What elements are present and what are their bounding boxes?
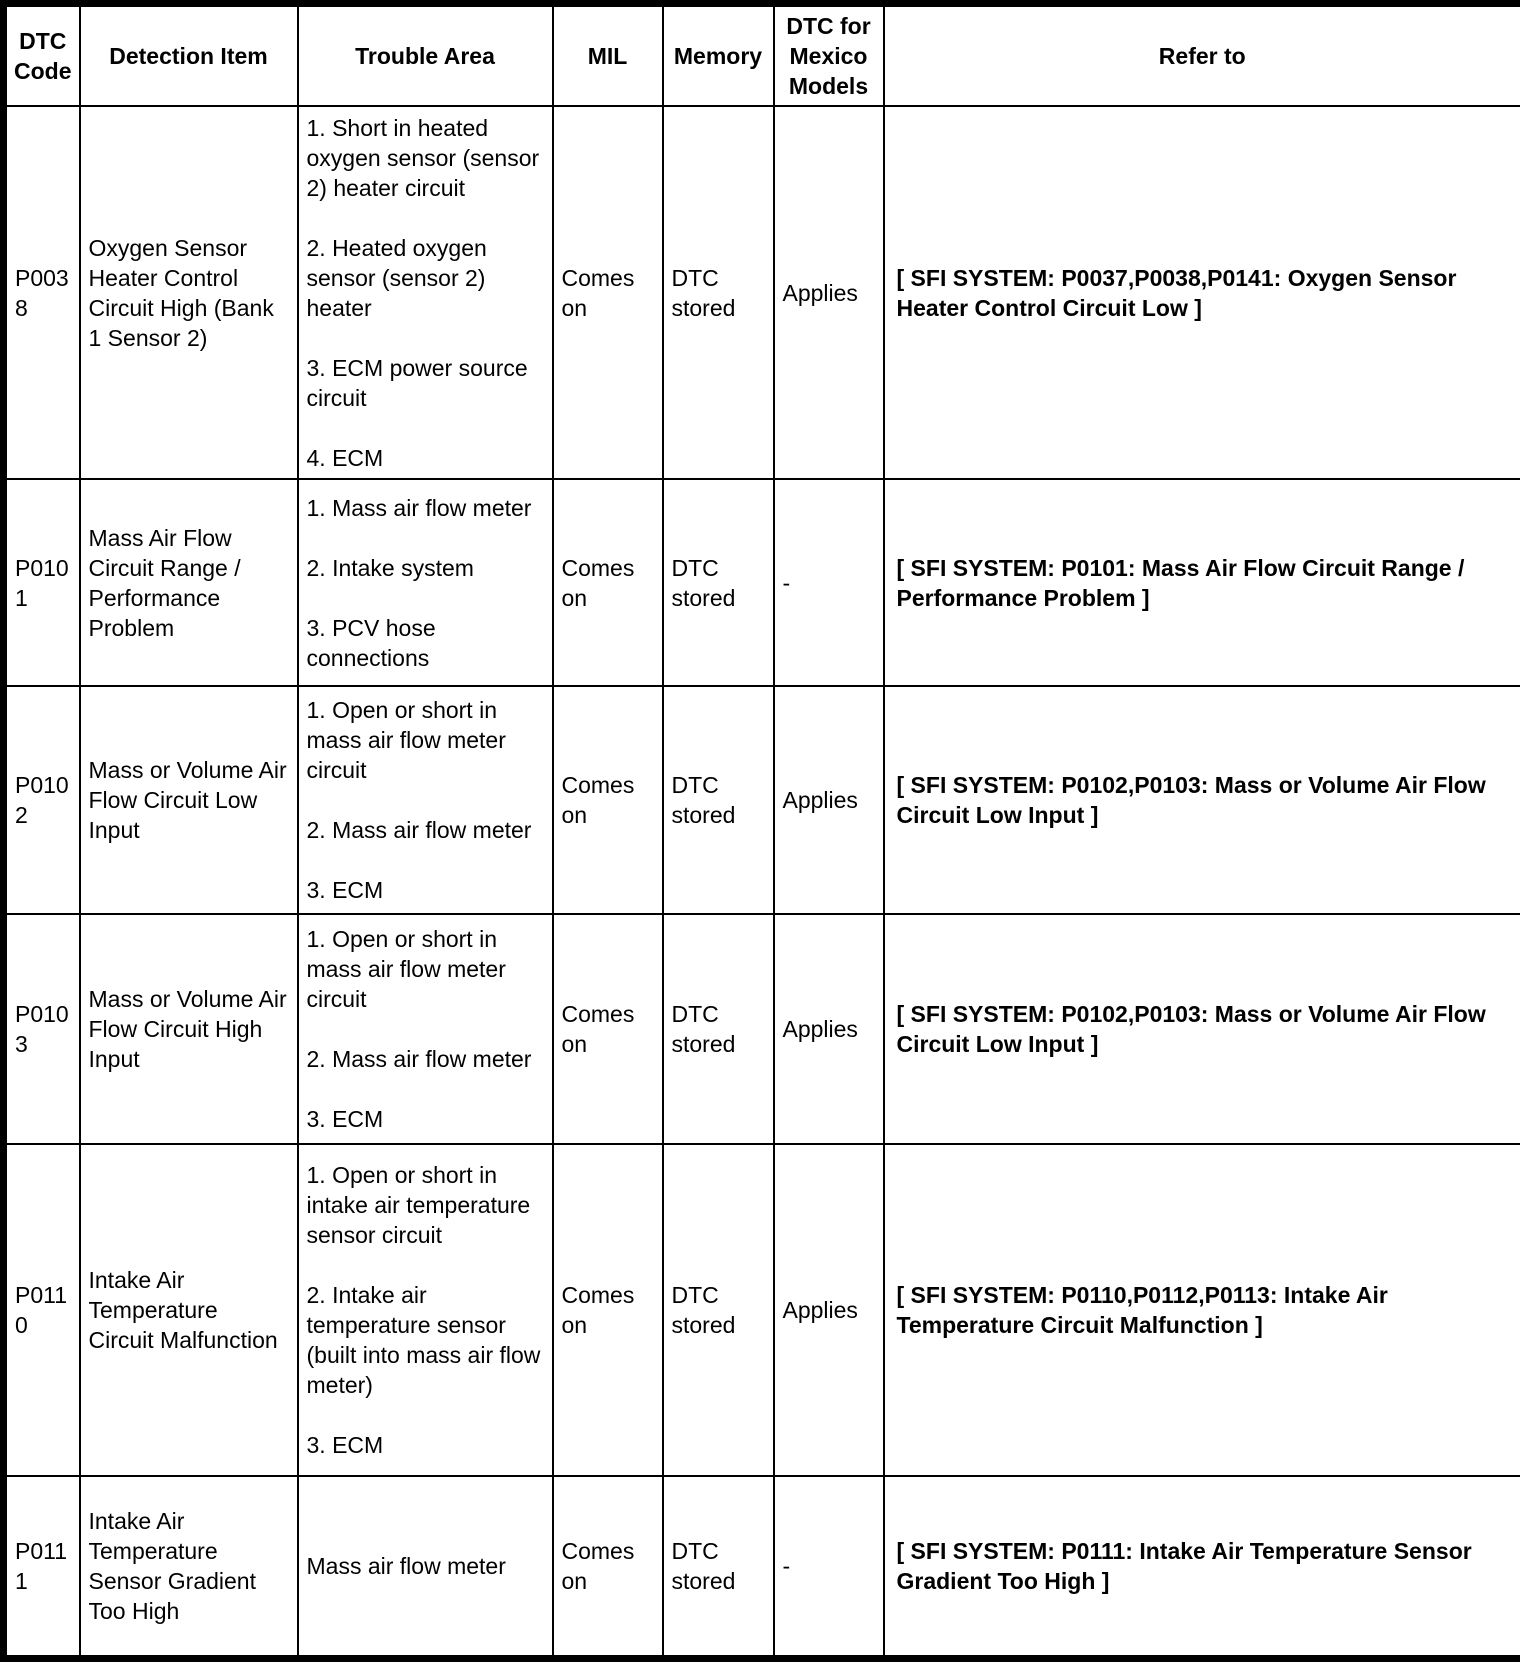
mil-cell: Comes on [553, 1144, 663, 1476]
mexico-models-cell: Applies [774, 106, 884, 479]
memory-cell: DTC stored [663, 106, 774, 479]
mexico-models-cell: Applies [774, 686, 884, 914]
header-row [4, 4, 1520, 107]
memory-cell: DTC stored [663, 1144, 774, 1476]
trouble-area-cell [298, 1476, 553, 1658]
detection-item-cell: Mass or Volume Air Flow Circuit Low Input [80, 686, 298, 914]
refer-to-link[interactable]: [ SFI SYSTEM: P0102,P0103: Mass or Volume Air Flow Circuit Low Input ] [896, 772, 1486, 828]
mil-cell: Comes on [553, 106, 663, 479]
dtc-code-cell: P0110 [4, 1144, 80, 1476]
trouble-area-item: 3. ECM [306, 1106, 384, 1132]
memory-cell: DTC stored [663, 686, 774, 914]
refer-to-link[interactable]: [ SFI SYSTEM: P0102,P0103: Mass or Volume Air Flow Circuit Low Input ] [896, 1001, 1486, 1057]
header-refer-to: Refer to [884, 4, 1520, 107]
detection-item-cell: Intake Air Temperature Circuit Malfunction [80, 1144, 298, 1476]
trouble-area-cell [298, 1144, 553, 1476]
trouble-area-item: 1. Mass air flow meter [306, 494, 532, 521]
detection-item-cell: Oxygen Sensor Heater Control Circuit High (Bank 1 Sensor 2) [80, 106, 298, 479]
header-detection-item: Detection Item [80, 4, 298, 107]
trouble-area-cell [298, 686, 553, 914]
refer-to-link[interactable]: [ SFI SYSTEM: P0111: Intake Air Temperature Sensor Gradient Too High ] [896, 1537, 1472, 1594]
mexico-models-cell: - [774, 1476, 884, 1658]
trouble-area-item: 3. ECM [306, 877, 384, 903]
trouble-area-item: 2. Intake system [306, 554, 474, 581]
mexico-models-cell: Applies [774, 914, 884, 1144]
trouble-area-item: Mass air flow meter [306, 1552, 506, 1579]
mexico-models-cell: Applies [774, 1144, 884, 1476]
refer-to-cell [884, 686, 1520, 914]
refer-to-cell [884, 479, 1520, 686]
memory-cell: DTC stored [663, 479, 774, 686]
dtc-code-cell: P0038 [4, 106, 80, 479]
trouble-area-item: 3. PCV hose connections [306, 614, 436, 671]
trouble-area-item: 4. ECM [306, 444, 384, 471]
trouble-area-item: 2. Heated oxygen sensor (sensor 2) heater [306, 234, 487, 321]
trouble-area-item: 1. Open or short in intake air temperature sensor circuit [306, 1162, 531, 1248]
mil-cell: Comes on [553, 914, 663, 1144]
memory-cell: DTC stored [663, 1476, 774, 1658]
trouble-area-item: 2. Intake air temperature sensor (built into mass air flow meter) [306, 1282, 541, 1398]
refer-to-cell [884, 914, 1520, 1144]
refer-to-link[interactable]: [ SFI SYSTEM: P0101: Mass Air Flow Circuit Range / Performance Problem ] [896, 554, 1465, 611]
header-memory: Memory [663, 4, 774, 107]
table-row [4, 686, 1520, 914]
trouble-area-cell [298, 479, 553, 686]
table-row [4, 914, 1520, 1144]
dtc-code-cell: P0101 [4, 479, 80, 686]
dtc-code-cell: P0103 [4, 914, 80, 1144]
detection-item-cell: Mass Air Flow Circuit Range / Performance Problem [80, 479, 298, 686]
mil-cell: Comes on [553, 479, 663, 686]
trouble-area-cell [298, 914, 553, 1144]
trouble-area-item: 2. Mass air flow meter [306, 817, 532, 843]
refer-to-cell [884, 1144, 1520, 1476]
header-dtc-code: DTC Code [4, 4, 80, 107]
trouble-area-item: 1. Open or short in mass air flow meter circuit [306, 926, 506, 1012]
mil-cell: Comes on [553, 686, 663, 914]
detection-item-cell: Intake Air Temperature Sensor Gradient Too High [80, 1476, 298, 1658]
refer-to-cell [884, 106, 1520, 479]
table-row [4, 1476, 1520, 1658]
trouble-area-item: 2. Mass air flow meter [306, 1046, 532, 1072]
trouble-area-item: 1. Open or short in mass air flow meter circuit [306, 697, 506, 783]
dtc-code-cell: P0111 [4, 1476, 80, 1658]
detection-item-cell: Mass or Volume Air Flow Circuit High Input [80, 914, 298, 1144]
refer-to-cell [884, 1476, 1520, 1658]
table-row [4, 479, 1520, 686]
mexico-models-cell: - [774, 479, 884, 686]
trouble-area-item: 1. Short in heated oxygen sensor (sensor 2) heater circuit [306, 114, 540, 201]
dtc-code-cell: P0102 [4, 686, 80, 914]
memory-cell: DTC stored [663, 914, 774, 1144]
trouble-area-item: 3. ECM power source circuit [306, 354, 528, 411]
header-dtc-mexico: DTC for Mexico Models [774, 4, 884, 107]
trouble-area-item: 3. ECM [306, 1432, 384, 1458]
trouble-area-cell [298, 106, 553, 479]
header-trouble-area: Trouble Area [298, 4, 553, 107]
refer-to-link[interactable]: [ SFI SYSTEM: P0110,P0112,P0113: Intake Air Temperature Circuit Malfunction ] [896, 1282, 1388, 1338]
refer-to-link[interactable]: [ SFI SYSTEM: P0037,P0038,P0141: Oxygen Sensor Heater Control Circuit Low ] [896, 264, 1457, 321]
table-row [4, 1144, 1520, 1476]
table-row [4, 106, 1520, 479]
table-header [4, 4, 1520, 107]
mil-cell: Comes on [553, 1476, 663, 1658]
header-mil: MIL [553, 4, 663, 107]
